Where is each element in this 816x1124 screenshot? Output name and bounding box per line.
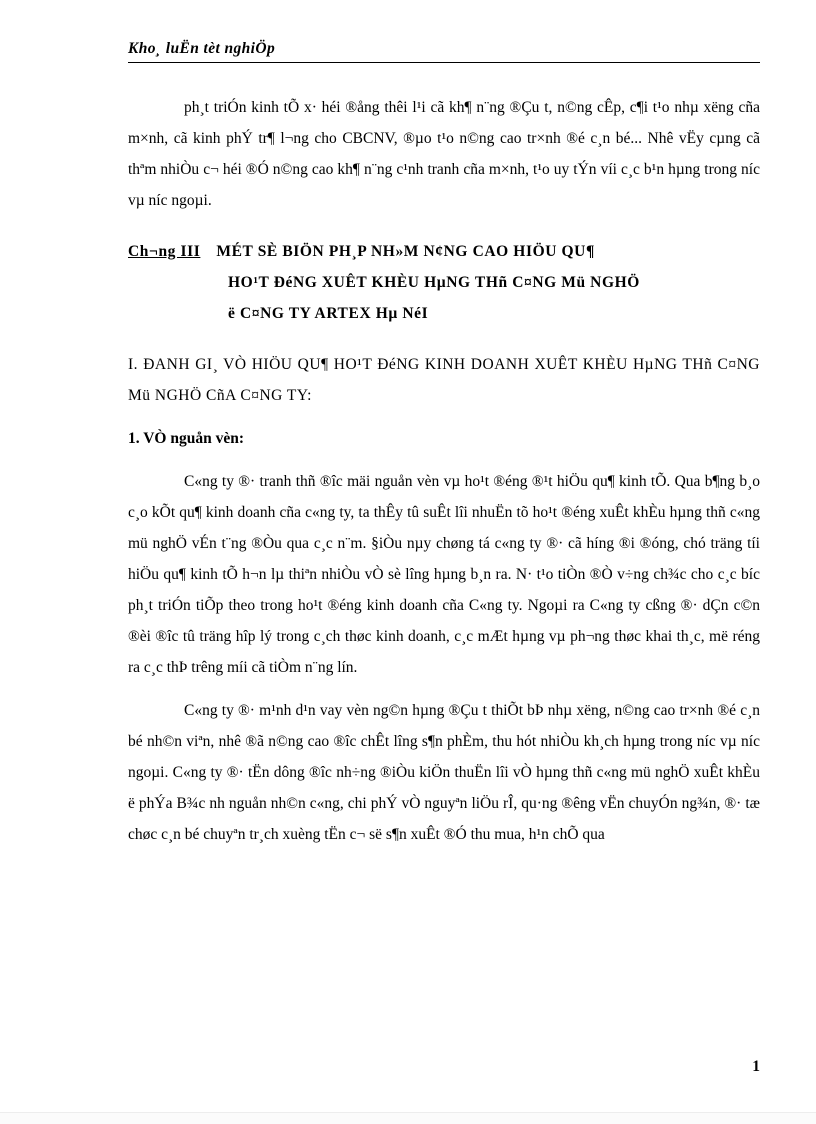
page-bottom-edge [0, 1112, 816, 1124]
spacer [128, 329, 760, 349]
page-content [128, 40, 760, 850]
paragraph-intro: ph¸t triÓn kinh tÕ x· héi ®ång thêi l¹i cã kh¶ n¨ng ®Çu t, n©ng cÊp, c¶i t¹o nhµ xëng cña m×nh, cã kinh phÝ tr¶ l¬ng cho CBCNV, ®µo t¹o n©ng cao tr×nh ®é c¸n bé... Nhê vËy cµng cã thªm nhiÒu c¬ héi ®Ó n©ng cao kh¶ n¨ng c¹nh tranh cña m×nh, t¹o uy tÝn víi c¸c b¹n hµng trong níc vµ níc ngoµi. [128, 99, 760, 209]
paragraph-body-1: C«ng ty ®· tranh thñ ®îc mäi nguån vèn vµ ho¹t ®éng ®¹t hiÖu qu¶ kinh tÕ. Qua b¶ng b¸o c¸o kÕt qu¶ kinh doanh cña c«ng ty, ta thÊy tû suÊt lîi nhuËn tõ ho¹t ®éng xuÊt khÈu hµng thñ c«ng mü nghÖ vÉn t¨ng ®Òu qua c¸c n¨m. §iÒu nµy chøng tá c«ng ty ®· cã híng ®i ®óng, chó träng tíi hiÖu qu¶ kinh tÕ h¬n lµ thiªn nhiÒu vÒ sè lîng hµng b¸n ra. N· t¹o tiÒn ®Ò v÷ng ch¾c cho c¸c bíc ph¸t triÓn tiÕp theo trong ho¹t ®éng kinh doanh cña C«ng ty. Ngoµi ra C«ng ty cßng ®· dÇn c©n ®èi ®îc tû träng hîp lý trong c¸ch thøc kinh doanh, c¸c mÆt hµng vµ ph¬ng thøc khai th¸c, më réng ra c¸c thÞ trêng míi cã tiÒm n¨ng lín. [128, 473, 760, 676]
subsection-heading: 1. VÒ nguån vèn: [128, 430, 244, 447]
spacer [128, 683, 760, 695]
spacer [128, 216, 760, 236]
chapter-title-line-1: MÉT SÈ BIÖN PH¸P NH»M N¢NG CAO HIÖU QU¶ [216, 243, 595, 260]
chapter-heading-line-1 [128, 236, 760, 267]
chapter-title-line-2: HO¹T ĐéNG XUÊT KHÈU HµNG THñ C¤NG Mü NGHÖ [228, 274, 640, 291]
chapter-label: Ch¬ng III [128, 243, 201, 260]
section-heading: I. ĐANH GI¸ VÒ HIÖU QU¶ HO¹T ĐéNG KINH DOANH XUÊT KHÈU HµNG THñ C¤NG Mü NGHÖ CñA C¤NG TY: [128, 356, 760, 404]
running-header: Kho¸ luËn tèt nghiÖp [128, 40, 276, 57]
spacer [128, 411, 760, 423]
chapter-title-line-3: ë C¤NG TY ARTEX Hµ NéI [228, 305, 429, 322]
paragraph-body-2: C«ng ty ®· m¹nh d¹n vay vèn ng©n hµng ®Çu t thiÕt bÞ nhµ xëng, n©ng cao tr×nh ®é c¸n bé nh©n viªn, nhê ®ã n©ng cao ®îc chÊt lîng s¶n phÈm, thu hót nhiÒu kh¸ch hµng trong níc vµ níc ngoµi. C«ng ty ®· tËn dông ®îc nh÷ng ®iÒu kiÖn thuËn lîi vÒ hµng thñ c«ng mü nghÖ xuÊt khÈu ë phÝa B¾c nh nguån nh©n c«ng, chi phÝ vÒ nguyªn liÖu rÎ, qu·ng ®êng vËn chuyÓn ng¾n, ®· tæ chøc c¸n bé chuyªn tr¸ch xuèng tËn c¬ së s¶n xuÊt ®Ó thu mua, h¹n chÕ qua [128, 702, 760, 843]
spacer [128, 63, 760, 92]
page-number: 1 [752, 1058, 760, 1075]
chapter-heading [128, 236, 760, 329]
spacer [128, 454, 760, 466]
